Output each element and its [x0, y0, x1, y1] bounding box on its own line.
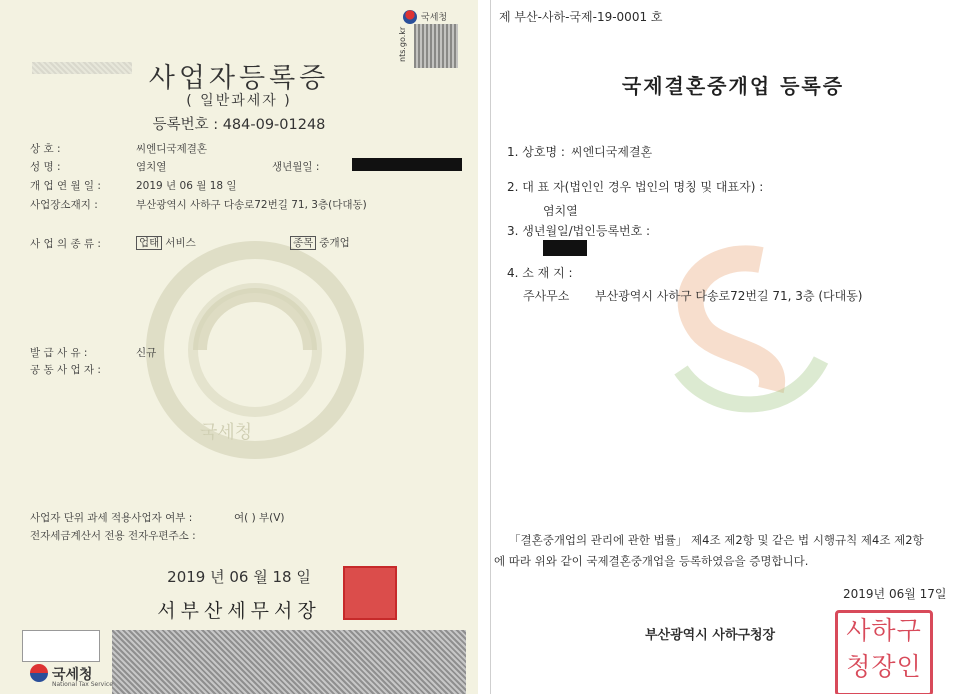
business-item	[290, 235, 350, 250]
item4-sub-label: 주사무소	[523, 289, 570, 303]
taxpayer-type: ( 일반과세자 )	[186, 93, 292, 109]
issuing-authority: 부산광역시 사하구청장	[645, 628, 776, 643]
birthdate-redaction	[543, 240, 587, 256]
barcode-area	[112, 630, 466, 694]
joint-business-label: 공 동 사 업 자 :	[30, 364, 101, 376]
address-value: 부산광역시 사하구 다송로72번길 71, 3층(다대동)	[136, 199, 367, 211]
issue-reason-value: 신규	[136, 347, 157, 359]
nts-emblem-watermark	[140, 240, 370, 460]
address-label: 사업장소재지 :	[30, 199, 98, 211]
emblem-text: 국세청	[200, 422, 253, 443]
trade-name-value: 씨엔디국제결혼	[136, 143, 208, 155]
document-number: 제 부산-사하-국제-19-0001 호	[499, 10, 663, 24]
item2-label: 2. 대 표 자(법인인 경우 법인의 명칭 및 대표자) :	[507, 180, 764, 194]
issue-date: 2019 년 06 월 18 일	[167, 568, 311, 586]
item-tag: 종목	[290, 236, 316, 250]
nts-logo-icon	[30, 664, 48, 682]
email-label: 전자세금계산서 전용 전자우편주소 :	[30, 530, 196, 542]
saha-logo-watermark	[641, 240, 841, 430]
registration-title: 국제결혼중개업 등록증	[621, 74, 845, 98]
site-text: nts.go.kr	[398, 26, 407, 62]
registration-number: 등록번호 : 484-09-01248	[152, 117, 326, 133]
certification-line-2: 에 따라 위와 같이 국제결혼중개업을 등록하였음을 증명합니다.	[494, 554, 809, 568]
open-date-value: 2019 년 06 월 18 일	[136, 180, 237, 192]
unit-tax-label: 사업자 단위 과세 적용사업자 여부 :	[30, 512, 193, 524]
stamp-line-1: 사하구	[846, 616, 922, 645]
footer-logo-text: 국세청	[52, 667, 93, 683]
blank-box	[22, 630, 100, 662]
issue-reason-label: 발 급 사 유 :	[30, 347, 88, 359]
district-head-stamp	[835, 610, 933, 694]
business-type-label: 사 업 의 종 류 :	[30, 238, 101, 250]
official-seal	[343, 566, 397, 620]
business-category	[136, 235, 196, 250]
issue-date: 2019년 06월 17일	[843, 587, 947, 601]
nts-small-logo-icon	[403, 10, 417, 24]
stamp-line-2: 청장인	[846, 652, 922, 681]
item1-value: 씨엔디국제결혼	[571, 145, 653, 159]
item-value: 중개업	[319, 237, 350, 249]
tax-office: 서부산세무서장	[157, 600, 321, 622]
name-value: 염치열	[136, 161, 167, 173]
item2-value: 염치열	[543, 204, 578, 218]
category-value: 서비스	[165, 237, 196, 249]
dob-label: 생년월일 :	[272, 161, 320, 173]
open-date-label: 개 업 연 월 일 :	[30, 180, 101, 192]
marriage-brokerage-registration	[490, 0, 974, 694]
dob-redaction	[352, 158, 462, 171]
name-label: 성 명 :	[30, 161, 61, 173]
item1-label: 1. 상호명 :	[507, 145, 565, 159]
item4-label: 4. 소 재 지 :	[507, 266, 573, 280]
business-registration-certificate	[0, 0, 478, 694]
footer-logo-sub: National Tax Service	[52, 681, 113, 688]
header-label: 국세청	[421, 13, 448, 23]
certification-line-1: 「결혼중개업의 관리에 관한 법률」 제4조 제2항 및 같은 법 시행규칙 제4조 제2항	[509, 533, 924, 547]
item4-value: 부산광역시 사하구 다송로72번길 71, 3층 (다대동)	[595, 289, 863, 303]
serial-pattern	[32, 62, 132, 74]
trade-name-label: 상 호 :	[30, 143, 61, 155]
certificate-title: 사업자등록증	[148, 63, 330, 94]
category-tag: 업태	[136, 236, 162, 250]
unit-tax-value: 여( ) 부(V)	[234, 512, 285, 524]
item3-label: 3. 생년월일/법인등록번호 :	[507, 224, 651, 238]
